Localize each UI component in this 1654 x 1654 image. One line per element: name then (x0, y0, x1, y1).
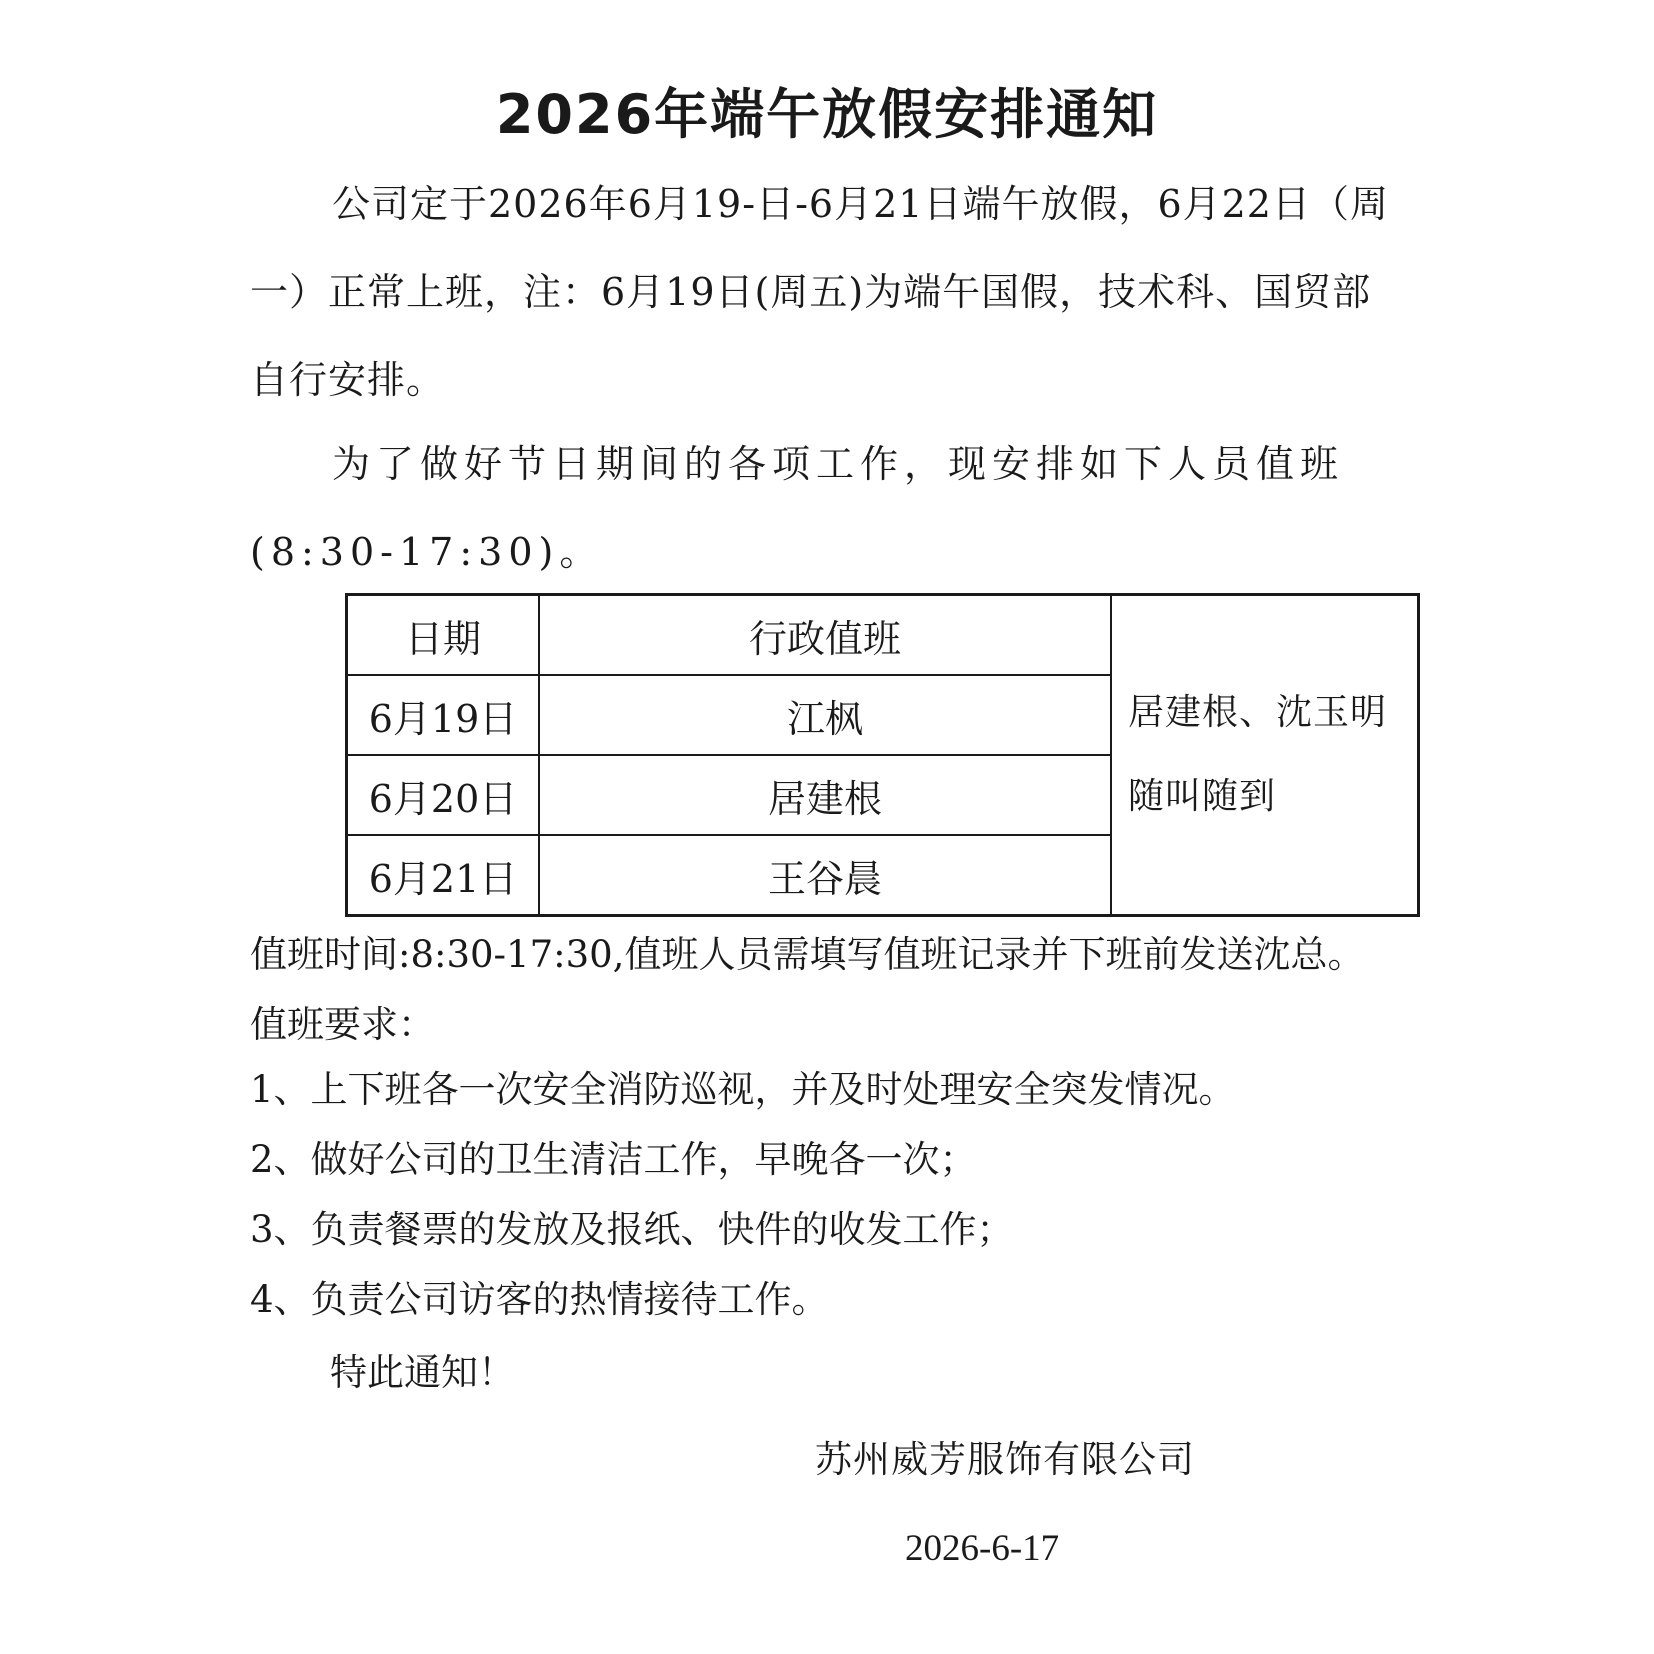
requirements-title: 值班要求： (250, 1003, 435, 1046)
notice-date: 2026-6-17 (905, 1528, 1060, 1569)
notice-paragraph-duty-intro: 为了做好节日期间的各项工作，现安排如下人员值班(8:30-17:30)。 (250, 442, 1345, 574)
company-name: 苏州威芳服饰有限公司 (815, 1438, 1195, 1481)
row-admin: 江枫 (539, 675, 1111, 755)
requirements-list (250, 1065, 1236, 1345)
header-date: 日期 (347, 595, 540, 676)
row-date: 6月19日 (347, 675, 540, 755)
row-admin: 居建根 (539, 755, 1111, 835)
duty-time-text: 值班时间:8:30-17:30,值班人员需填写值班记录并下班前发送沈总。 (250, 933, 1365, 976)
list-item: 2、做好公司的卫生清洁工作，早晚各一次； (250, 1138, 977, 1181)
list-item: 1、上下班各一次安全消防巡视，并及时处理安全突发情况。 (250, 1068, 1236, 1111)
duty-table (345, 593, 1420, 917)
header-admin-duty: 行政值班 (539, 595, 1111, 676)
notice-paragraph-holiday: 公司定于2026年6月19-日-6月21日端午放假，6月22日（周一）正常上班，注：6月19日(周五)为端午国假，技术科、国贸部自行安排。 (250, 182, 1389, 402)
on-call-note: 居建根、沈玉明随叫随到 (1111, 595, 1419, 916)
list-item: 3、负责餐票的发放及报纸、快件的收发工作； (250, 1208, 1014, 1251)
notice-title: 2026年端午放假安排通知 (495, 83, 1159, 146)
row-date: 6月21日 (347, 835, 540, 916)
row-date: 6月20日 (347, 755, 540, 835)
table-header-row (347, 595, 1419, 676)
list-item: 4、负责公司访客的热情接待工作。 (250, 1278, 829, 1321)
closing-text: 特此通知！ (330, 1351, 515, 1394)
row-admin: 王谷晨 (539, 835, 1111, 916)
